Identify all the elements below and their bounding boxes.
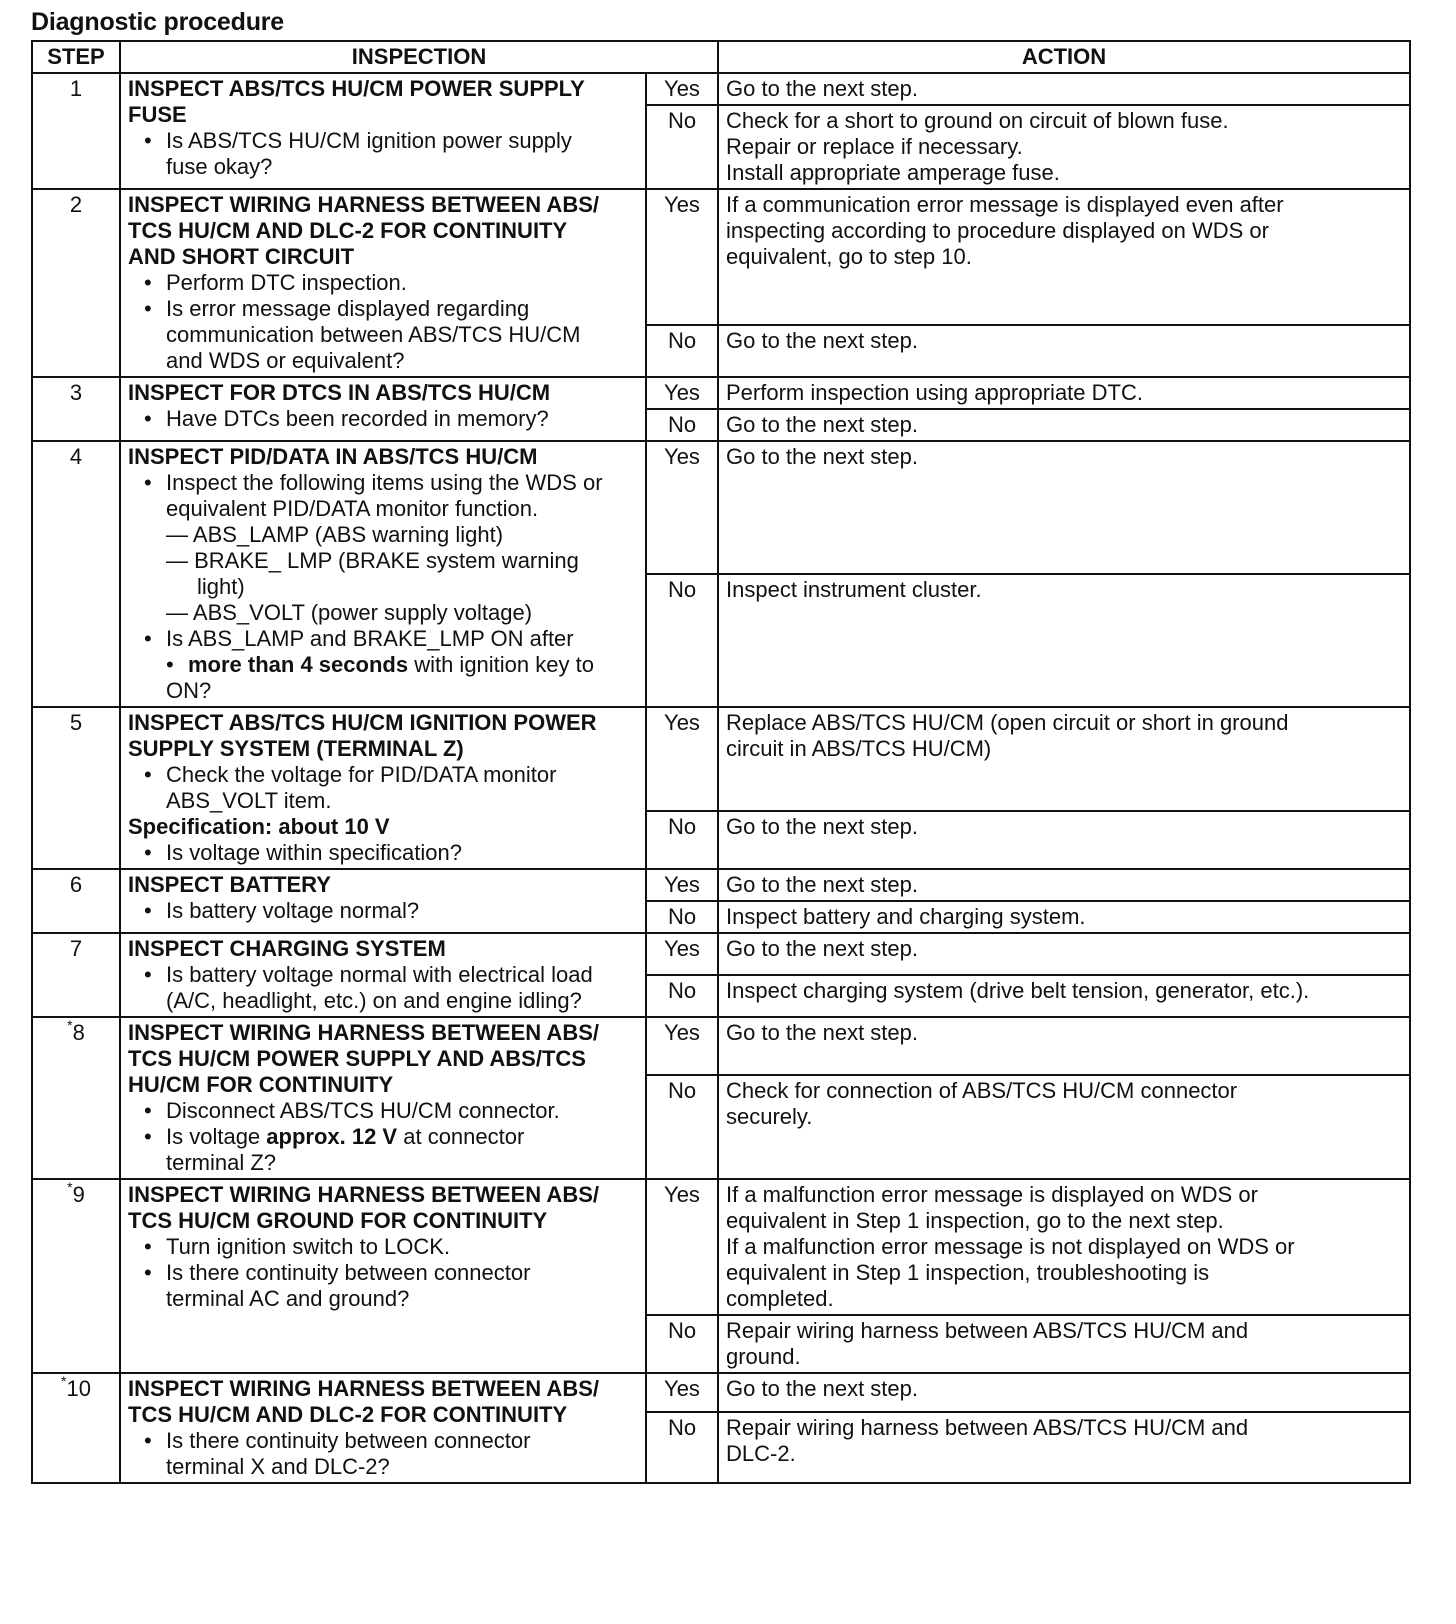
action-cell [718, 811, 1410, 869]
action-cell [718, 1179, 1410, 1315]
inspection-cell [120, 73, 646, 189]
inspection-cell [120, 869, 646, 933]
table-row [32, 707, 1410, 811]
inspection-title [128, 76, 639, 128]
action-cell [718, 189, 1410, 325]
sub-item-text: — ABS_LAMP (ABS warning light) [166, 522, 504, 547]
step-number-cell [32, 869, 120, 933]
step-number: 8 [72, 1020, 85, 1045]
inspection-title-line: INSPECT CHARGING SYSTEM [128, 936, 446, 961]
action-line: Inspect instrument cluster. [726, 577, 982, 602]
action-cell [718, 975, 1410, 1017]
bullet-item [128, 270, 639, 296]
bullet-continuation [128, 652, 639, 704]
inspection-title-line: FUSE [128, 102, 187, 127]
action-line: Go to the next step. [726, 328, 919, 354]
action-line: Go to the next step. [726, 1020, 919, 1045]
inspection-title-line: TCS HU/CM AND DLC-2 FOR CONTINUITY [128, 1402, 568, 1427]
sub-item [128, 600, 639, 626]
action-cell [718, 105, 1410, 189]
bullet-text: Disconnect ABS/TCS HU/CM connector. [166, 1098, 560, 1123]
answer-no: No [646, 1075, 718, 1179]
inspection-cell [120, 441, 646, 707]
inspection-cell [120, 189, 646, 377]
answer-no: No [646, 1412, 718, 1483]
action-line: equivalent in Step 1 inspection, troubleshooting is [726, 1260, 1210, 1285]
answer-no: No [646, 409, 718, 441]
inspection-title [128, 192, 639, 270]
bullet-text: Is ABS_LAMP and BRAKE_LMP ON after [166, 626, 574, 651]
action-line: If a communication error message is displayed even after [726, 192, 1284, 217]
step-number: 5 [69, 710, 83, 735]
step-number: 10 [66, 1376, 91, 1401]
bullet-text: Is battery voltage normal? [166, 898, 420, 923]
action-cell [718, 1412, 1410, 1483]
action-cell [718, 869, 1410, 901]
inspection-title [128, 710, 639, 762]
inspection-title-line: INSPECT WIRING HARNESS BETWEEN ABS/ [128, 1020, 599, 1045]
sub-item [128, 522, 639, 548]
step-number-cell [32, 377, 120, 441]
table-row [32, 73, 1410, 105]
answer-yes: Yes [646, 73, 718, 105]
action-cell [718, 707, 1410, 811]
bullet-item [128, 840, 639, 866]
bullet-text: fuse okay? [166, 154, 273, 179]
bullet-text: ON? [166, 678, 212, 703]
bullet-item [128, 470, 639, 522]
bullet-item [128, 762, 639, 814]
bullet-emphasis: approx. 12 V [266, 1124, 398, 1149]
inspection-title [128, 444, 639, 470]
bullet-text: and WDS or equivalent? [166, 348, 405, 373]
step-number-cell [32, 933, 120, 1017]
action-line: Replace ABS/TCS HU/CM (open circuit or short in ground [726, 710, 1289, 735]
bullet-text: Turn ignition switch to LOCK. [166, 1234, 451, 1259]
action-line: securely. [726, 1103, 813, 1129]
action-line: Go to the next step. [726, 444, 919, 469]
action-line: DLC-2. [726, 1441, 796, 1467]
bullet-text: terminal X and DLC-2? [166, 1454, 390, 1479]
table-row [32, 1179, 1410, 1315]
inspection-cell [120, 1373, 646, 1483]
answer-no: No [646, 1315, 718, 1373]
bullet-text: Is ABS/TCS HU/CM ignition power supply [166, 128, 572, 153]
action-line: Repair wiring harness between ABS/TCS HU/CM and [726, 1415, 1249, 1441]
action-line: Go to the next step. [726, 814, 919, 840]
bullet-item [128, 1428, 639, 1480]
action-cell [718, 1315, 1410, 1373]
step-asterisk: * [67, 1178, 73, 1195]
header-step: STEP [32, 41, 120, 73]
action-line: completed. [726, 1286, 834, 1311]
inspection-title [128, 1182, 639, 1234]
inspection-title-line: INSPECT BATTERY [128, 872, 331, 897]
answer-no: No [646, 574, 718, 707]
sub-item-text: light) [197, 574, 245, 599]
action-cell [718, 1017, 1410, 1075]
action-line: equivalent, go to step 10. [726, 244, 972, 269]
action-line: Inspect charging system (drive belt tension, generator, etc.). [726, 978, 1310, 1003]
bullet-text: Is voltage within specification? [166, 840, 462, 865]
bullet-item [128, 898, 639, 924]
bullet-text: ABS_VOLT item. [166, 788, 332, 813]
action-line: Inspect battery and charging system. [726, 904, 1086, 929]
step-number: 3 [69, 380, 83, 405]
answer-no: No [646, 325, 718, 377]
step-number-cell [32, 707, 120, 869]
action-line: If a malfunction error message is displayed on WDS or [726, 1182, 1258, 1207]
specification-text: Specification: about 10 V [128, 814, 390, 839]
answer-no: No [646, 975, 718, 1017]
step-number: 4 [69, 444, 83, 469]
bullet-item [128, 128, 639, 180]
step-number-cell [32, 1373, 120, 1483]
step-asterisk: * [61, 1372, 67, 1389]
answer-yes: Yes [646, 441, 718, 574]
bullet-item [128, 1124, 639, 1176]
step-number-cell [32, 441, 120, 707]
table-row [32, 189, 1410, 325]
answer-yes: Yes [646, 377, 718, 409]
bullet-text: Is voltage [166, 1124, 267, 1149]
table-row [32, 933, 1410, 975]
inspection-title [128, 1376, 639, 1428]
answer-no: No [646, 901, 718, 933]
step-number-cell [32, 189, 120, 377]
inspection-title [128, 872, 639, 898]
inspection-title-line: INSPECT ABS/TCS HU/CM IGNITION POWER [128, 710, 597, 735]
inspection-title-line: TCS HU/CM GROUND FOR CONTINUITY [128, 1208, 548, 1233]
inspection-title-line: HU/CM FOR CONTINUITY [128, 1072, 394, 1097]
sub-item [128, 548, 639, 600]
action-line: Repair wiring harness between ABS/TCS HU/CM and [726, 1318, 1249, 1343]
answer-yes: Yes [646, 1373, 718, 1412]
action-line: If a malfunction error message is not displayed on WDS or [726, 1234, 1295, 1259]
action-line: Repair or replace if necessary. [726, 134, 1023, 159]
bullet-item [128, 406, 639, 432]
bullet-text: at connector [397, 1124, 525, 1149]
inspection-title-line: TCS HU/CM AND DLC-2 FOR CONTINUITY [128, 218, 568, 243]
step-number: 2 [69, 192, 83, 217]
action-line: Check for connection of ABS/TCS HU/CM connector [726, 1077, 1238, 1103]
action-line: Perform inspection using appropriate DTC. [726, 380, 1143, 405]
bullet-text: terminal AC and ground? [166, 1286, 410, 1311]
action-line: equivalent in Step 1 inspection, go to the next step. [726, 1208, 1224, 1233]
step-number: 7 [69, 936, 83, 961]
inspection-title-line: INSPECT WIRING HARNESS BETWEEN ABS/ [128, 1182, 599, 1207]
step-number-cell [32, 73, 120, 189]
bullet-text: communication between ABS/TCS HU/CM [166, 322, 581, 347]
table-header-row [32, 41, 1410, 73]
inspection-title-line: INSPECT FOR DTCS IN ABS/TCS HU/CM [128, 380, 551, 405]
action-cell [718, 73, 1410, 105]
inspection-title-line: SUPPLY SYSTEM (TERMINAL Z) [128, 736, 464, 761]
action-line: Go to the next step. [726, 76, 919, 101]
table-row [32, 1017, 1410, 1075]
inspection-title-line: INSPECT PID/DATA IN ABS/TCS HU/CM [128, 444, 538, 469]
action-line: Check for a short to ground on circuit of blown fuse. [726, 108, 1229, 133]
bullet-item [128, 1260, 639, 1312]
inspection-cell [120, 1017, 646, 1179]
action-cell [718, 377, 1410, 409]
inspection-cell [120, 707, 646, 869]
header-action: ACTION [718, 41, 1410, 73]
bullet-text: Is error message displayed regarding [166, 296, 530, 321]
sub-item-text: — ABS_VOLT (power supply voltage) [166, 600, 533, 625]
inspection-title [128, 936, 639, 962]
bullet-item [128, 1098, 639, 1124]
specification [128, 814, 639, 840]
answer-no: No [646, 105, 718, 189]
action-line: Go to the next step. [726, 936, 919, 961]
action-line: Go to the next step. [726, 872, 919, 897]
bullet-text: Have DTCs been recorded in memory? [166, 406, 549, 431]
header-inspection: INSPECTION [120, 41, 718, 73]
answer-yes: Yes [646, 189, 718, 325]
bullet-text: Check the voltage for PID/DATA monitor [166, 762, 557, 787]
step-number-cell [32, 1017, 120, 1179]
bullet-item [128, 962, 639, 1014]
bullet-text: Is there continuity between connector [166, 1428, 531, 1453]
bullet-emphasis: more than 4 seconds [188, 652, 409, 677]
answer-yes: Yes [646, 869, 718, 901]
inspection-title-line: INSPECT WIRING HARNESS BETWEEN ABS/ [128, 192, 599, 217]
step-number-cell [32, 1179, 120, 1373]
bullet-text: Inspect the following items using the WDS or [166, 470, 603, 495]
action-cell [718, 409, 1410, 441]
bullet-item [128, 296, 639, 374]
table-row [32, 869, 1410, 901]
action-cell [718, 1075, 1410, 1179]
sub-item-text: — BRAKE_ LMP (BRAKE system warning [166, 548, 579, 573]
inspection-title-line: INSPECT WIRING HARNESS BETWEEN ABS/ [128, 1376, 599, 1401]
action-line: Go to the next step. [726, 412, 919, 437]
inspection-title-line: AND SHORT CIRCUIT [128, 244, 355, 269]
bullet-text: Perform DTC inspection. [166, 270, 407, 295]
table-row [32, 1373, 1410, 1412]
action-cell [718, 933, 1410, 975]
inspection-cell [120, 377, 646, 441]
table-row [32, 377, 1410, 409]
action-cell [718, 325, 1410, 377]
answer-yes: Yes [646, 1017, 718, 1075]
action-line: ground. [726, 1344, 801, 1369]
inspection-title-line: INSPECT ABS/TCS HU/CM POWER SUPPLY [128, 76, 585, 101]
step-number: 1 [69, 76, 83, 101]
bullet-text: Is battery voltage normal with electrical load [166, 962, 593, 987]
answer-yes: Yes [646, 707, 718, 811]
answer-no: No [646, 811, 718, 869]
bullet-text: with ignition key to [408, 652, 594, 677]
inspection-cell [120, 933, 646, 1017]
inspection-title [128, 380, 639, 406]
answer-yes: Yes [646, 1179, 718, 1315]
action-cell [718, 901, 1410, 933]
page-title: Diagnostic procedure [31, 8, 284, 36]
action-line: Go to the next step. [726, 1376, 919, 1401]
bullet-item [128, 1234, 639, 1260]
bullet-text: equivalent PID/DATA monitor function. [166, 496, 539, 521]
answer-yes: Yes [646, 933, 718, 975]
action-line: circuit in ABS/TCS HU/CM) [726, 736, 992, 761]
action-cell [718, 574, 1410, 707]
bullet-text: Is there continuity between connector [166, 1260, 531, 1285]
table-row [32, 441, 1410, 574]
action-cell [718, 1373, 1410, 1412]
action-line: Install appropriate amperage fuse. [726, 160, 1060, 185]
bullet-text: terminal Z? [166, 1150, 277, 1175]
step-number: 9 [72, 1182, 85, 1207]
action-line: inspecting according to procedure displayed on WDS or [726, 218, 1269, 243]
diagnostic-table [31, 40, 1411, 1484]
action-cell [718, 441, 1410, 574]
inspection-cell [120, 1179, 646, 1373]
bullet-item [128, 626, 639, 652]
step-asterisk: * [67, 1016, 73, 1033]
bullet-text: (A/C, headlight, etc.) on and engine idling? [166, 988, 582, 1013]
step-number: 6 [69, 872, 83, 897]
inspection-title [128, 1020, 639, 1098]
inspection-title-line: TCS HU/CM POWER SUPPLY AND ABS/TCS [128, 1046, 586, 1071]
